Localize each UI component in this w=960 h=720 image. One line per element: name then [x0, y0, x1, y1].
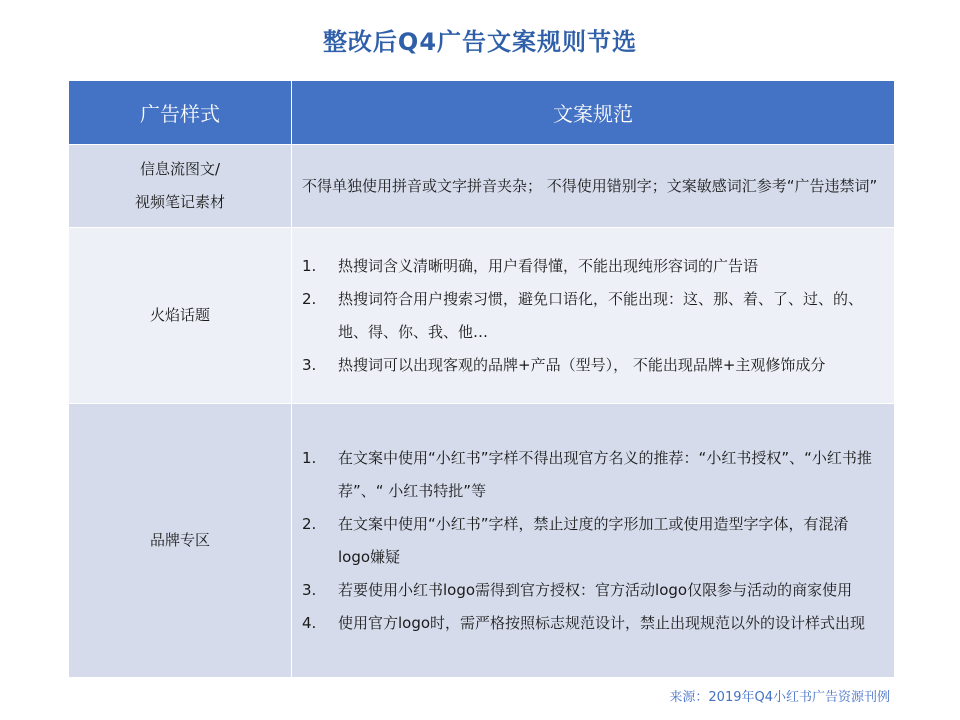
list-number: 4.	[302, 613, 317, 632]
list-text: 热搜词可以出现客观的品牌+产品（型号）， 不能出现品牌+主观修饰成分	[338, 355, 826, 374]
list-text: 在文案中使用“小红书”字样，禁止过度的字形加工或使用造型字字体，有混淆logo嫌疑	[338, 514, 849, 566]
table-row	[69, 228, 895, 404]
list-text: 热搜词含义清晰明确，用户看得懂，不能出现纯形容词的广告语	[338, 256, 759, 275]
ad-type-cell	[69, 228, 292, 404]
rules-table	[68, 80, 895, 678]
list-text: 使用官方logo时，需严格按照标志规范设计，禁止出现规范以外的设计样式出现	[338, 613, 866, 632]
list-text: 在文案中使用“小红书”字样不得出现官方名义的推荐：“小红书授权”、“小红书推荐”、“ 小红书特批”等	[338, 448, 872, 500]
rule-cell	[292, 145, 895, 228]
source-note: 来源：2019年Q4小红书广告资源刊例	[669, 690, 890, 705]
ad-type-line: 视频笔记素材	[134, 193, 225, 211]
list-number: 1.	[302, 256, 317, 275]
rule-list	[302, 250, 880, 382]
ad-type-cell	[69, 145, 292, 228]
list-item	[302, 283, 880, 349]
list-number: 1.	[302, 448, 317, 467]
list-item	[302, 508, 880, 574]
ad-type-cell	[69, 404, 292, 678]
rule-cell	[292, 228, 895, 404]
list-item	[302, 442, 880, 508]
page-title: 整改后Q4广告文案规则节选	[322, 28, 638, 56]
list-number: 3.	[302, 355, 317, 374]
list-item	[302, 349, 880, 382]
table-header-row	[69, 81, 895, 145]
list-text: 若要使用小红书logo需得到官方授权：官方活动logo仅限参与活动的商家使用	[338, 580, 853, 599]
list-number: 3.	[302, 580, 317, 599]
header-ad-style: 广告样式	[69, 81, 292, 145]
ad-type-line: 火焰话题	[149, 306, 210, 324]
rule-text: 不得单独使用拼音或文字拼音夹杂； 不得使用错别字；文案敏感词汇参考“广告违禁词”	[302, 176, 878, 195]
ad-type-line: 信息流图文/	[139, 160, 221, 178]
list-number: 2.	[302, 514, 317, 533]
list-item	[302, 574, 880, 607]
list-text: 热搜词符合用户搜索习惯，避免口语化，不能出现：这、那、着、了、过、的、地、得、你、我、他…	[338, 289, 864, 341]
list-item	[302, 607, 880, 640]
rule-list	[302, 442, 880, 640]
header-copy-rules: 文案规范	[292, 81, 895, 145]
rule-cell	[292, 404, 895, 678]
ad-type-line: 品牌专区	[149, 531, 210, 549]
table-row	[69, 145, 895, 228]
list-number: 2.	[302, 289, 317, 308]
table-row	[69, 404, 895, 678]
list-item	[302, 250, 880, 283]
